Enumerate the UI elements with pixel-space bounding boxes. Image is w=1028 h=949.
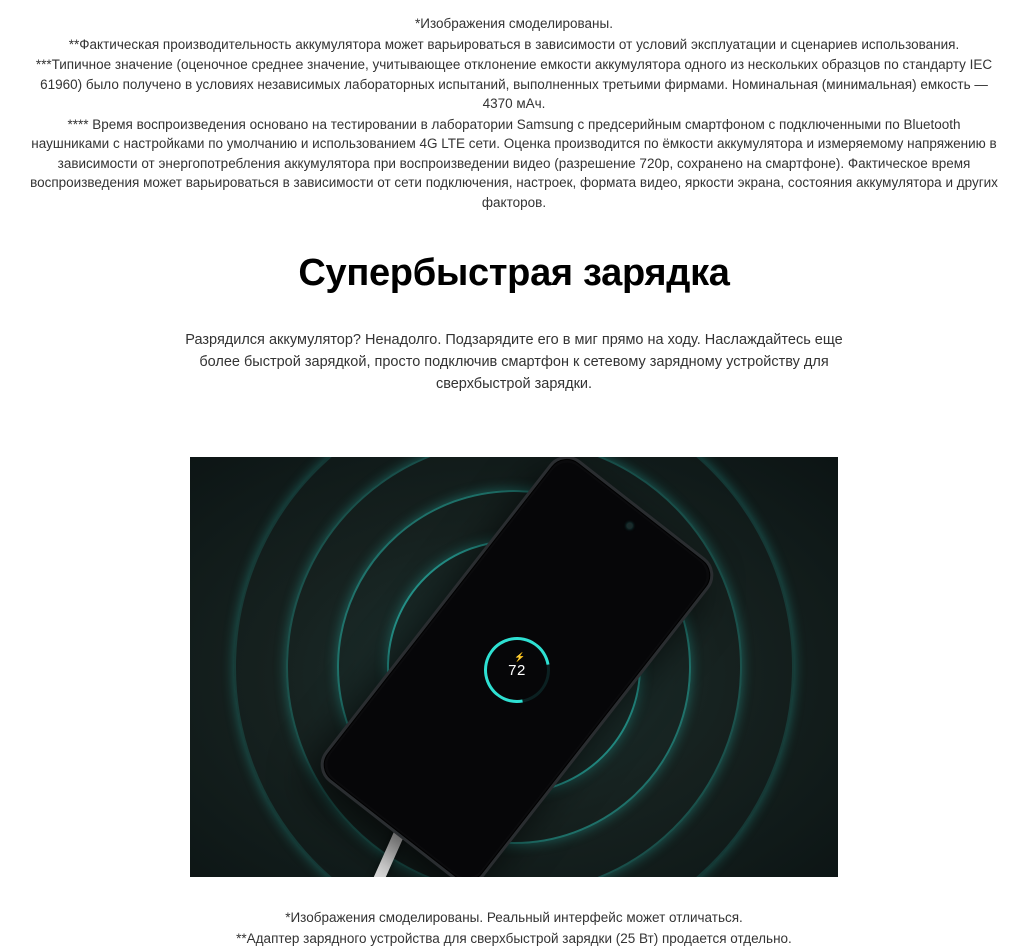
footnote-2: **Фактическая производительность аккумулятора может варьироваться в зависимости от условий эксплуатации и сценариев использования. <box>68 36 960 52</box>
page-title: Супербыстрая зарядка <box>298 252 730 294</box>
front-camera-icon <box>625 522 633 530</box>
footnote-1: *Изображения смоделированы. <box>415 16 613 31</box>
top-footnotes <box>0 0 1028 212</box>
footnote-bottom-2: **Адаптер зарядного устройства для сверхбыстрой зарядки (25 Вт) продается отдельно. <box>236 931 792 946</box>
bottom-footnotes <box>0 907 1028 949</box>
footnote-bottom-1: *Изображения смоделированы. Реальный интерфейс может отличаться. <box>285 910 743 925</box>
hero-image-wrapper <box>0 457 1028 877</box>
footnote-4: **** Время воспроизведения основано на тестировании в лаборатории Samsung с предсерийным смартфоном с подключенными по Bluetooth наушниками с настройками по умолчанию и использованием 4G LTE сети. Оценка производится по ёмкости аккумулятора и измеряемому напряжению в зависимости от энергопотребления аккумулятора при воспроизведении видео (разрешение 720p, сохранено на смартфоне). Фактическое время воспроизведения может варьироваться в зависимости от сети подключения, настроек, формата видео, яркости экрана, состояния аккумулятора и других факторов. <box>30 116 998 210</box>
lightning-bolt-icon: ⚡ <box>514 652 526 662</box>
footnote-3: ***Типичное значение (оценочное среднее значение, учитывающее отклонение емкости аккумулятора одного из нескольких образцов по стандарту IEC 61960) было получено в условиях независимых лабораторных испытаний, выполненных третьими фирмами. Номинальная (минимальная) емкость — 4370 мАч. <box>35 57 993 111</box>
section-lead-text: Разрядился аккумулятор? Ненадолго. Подзарядите его в миг прямо на ходу. Наслаждайтесь еще более быстрой зарядкой, просто подключив смартфон к сетевому зарядному устройству для сверхбыстрой зарядки. <box>185 332 843 392</box>
charge-percent-label: 72 <box>508 661 526 679</box>
charging-illustration <box>190 457 838 877</box>
charge-progress-indicator <box>484 637 550 703</box>
